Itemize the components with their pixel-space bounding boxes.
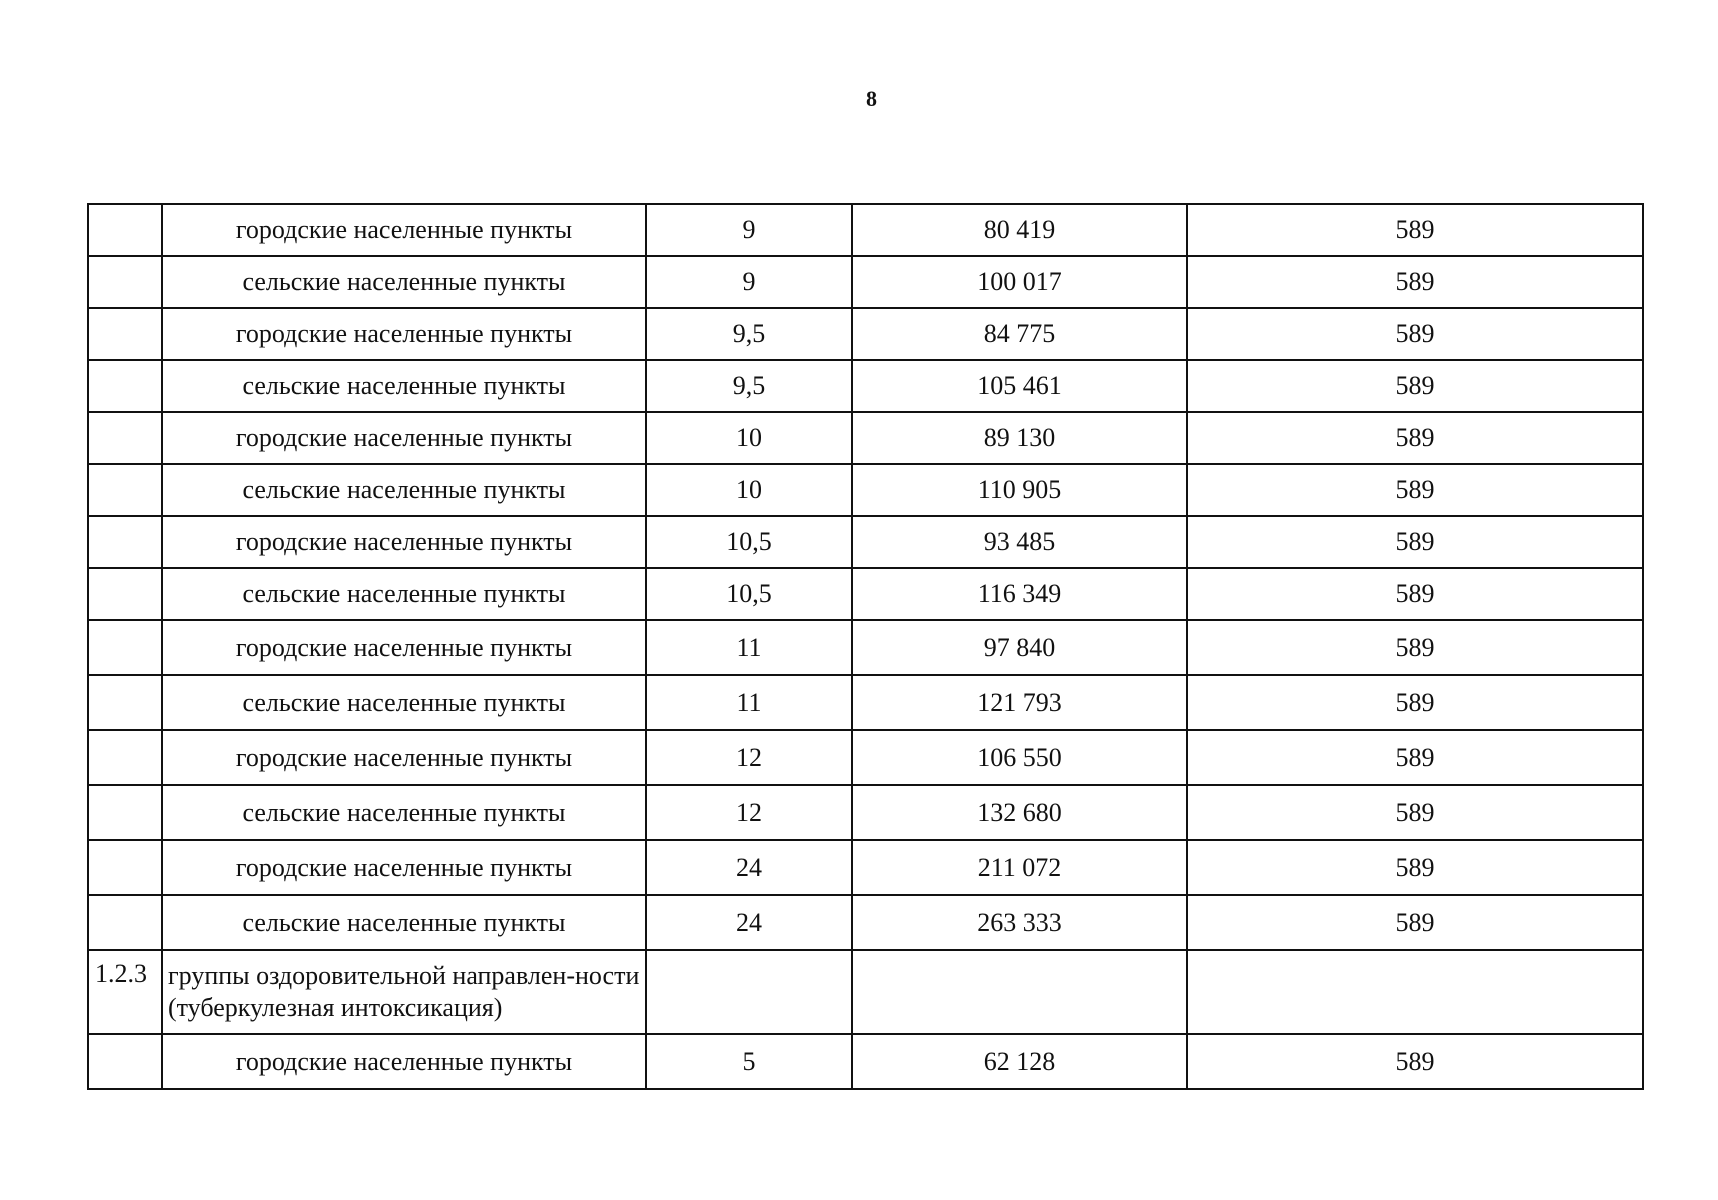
settlement-type-cell: сельские населенные пункты	[162, 464, 646, 516]
settlement-type-cell: городские населенные пункты	[162, 620, 646, 675]
value2-cell: 105 461	[852, 360, 1187, 412]
settlement-type-cell: городские населенные пункты	[162, 1034, 646, 1089]
value1-cell: 11	[646, 675, 852, 730]
section-title-cell: группы оздоровительной направлен-ности (туберкулезная интоксикация)	[162, 950, 646, 1034]
settlement-type-cell: городские населенные пункты	[162, 308, 646, 360]
settlement-type-cell: городские населенные пункты	[162, 516, 646, 568]
value2-cell: 211 072	[852, 840, 1187, 895]
value1-cell: 12	[646, 785, 852, 840]
row-number-cell	[88, 308, 162, 360]
value2-cell: 116 349	[852, 568, 1187, 620]
settlement-type-cell: городские населенные пункты	[162, 730, 646, 785]
value1-cell: 24	[646, 895, 852, 950]
value2-cell: 62 128	[852, 1034, 1187, 1089]
settlement-type-cell: городские населенные пункты	[162, 204, 646, 256]
value1-cell: 5	[646, 1034, 852, 1089]
value2-cell: 263 333	[852, 895, 1187, 950]
row-number-cell	[88, 204, 162, 256]
row-number-cell	[88, 840, 162, 895]
table-row	[88, 675, 1643, 730]
value3-cell: 589	[1187, 568, 1643, 620]
row-number-cell	[88, 360, 162, 412]
value1-cell: 9,5	[646, 308, 852, 360]
value3-cell: 589	[1187, 256, 1643, 308]
settlement-type-cell: сельские населенные пункты	[162, 256, 646, 308]
value1-cell: 24	[646, 840, 852, 895]
value1-cell: 11	[646, 620, 852, 675]
value2-cell	[852, 950, 1187, 1034]
page-number: 8	[866, 86, 877, 111]
value1-cell: 10	[646, 412, 852, 464]
settlement-type-cell: сельские населенные пункты	[162, 895, 646, 950]
value3-cell: 589	[1187, 412, 1643, 464]
value1-cell: 10,5	[646, 568, 852, 620]
value2-cell: 121 793	[852, 675, 1187, 730]
value3-cell: 589	[1187, 464, 1643, 516]
value1-cell	[646, 950, 852, 1034]
settlement-type-cell: городские населенные пункты	[162, 840, 646, 895]
value3-cell	[1187, 950, 1643, 1034]
row-number-cell	[88, 412, 162, 464]
value2-cell: 97 840	[852, 620, 1187, 675]
table-row	[88, 950, 1643, 1034]
value2-cell: 80 419	[852, 204, 1187, 256]
value2-cell: 84 775	[852, 308, 1187, 360]
value3-cell: 589	[1187, 620, 1643, 675]
value1-cell: 10,5	[646, 516, 852, 568]
settlement-type-cell: сельские населенные пункты	[162, 360, 646, 412]
value2-cell: 93 485	[852, 516, 1187, 568]
table-row	[88, 730, 1643, 785]
value2-cell: 89 130	[852, 412, 1187, 464]
table-row	[88, 568, 1643, 620]
value3-cell: 589	[1187, 895, 1643, 950]
table-row	[88, 308, 1643, 360]
table-row	[88, 256, 1643, 308]
row-number-cell	[88, 895, 162, 950]
value3-cell: 589	[1187, 516, 1643, 568]
value2-cell: 110 905	[852, 464, 1187, 516]
value3-cell: 589	[1187, 840, 1643, 895]
value2-cell: 106 550	[852, 730, 1187, 785]
value1-cell: 10	[646, 464, 852, 516]
settlement-type-cell: сельские населенные пункты	[162, 785, 646, 840]
tariff-table	[87, 203, 1644, 1090]
row-number-cell	[88, 620, 162, 675]
table-row	[88, 412, 1643, 464]
row-number-cell	[88, 464, 162, 516]
settlement-type-cell: сельские населенные пункты	[162, 568, 646, 620]
value3-cell: 589	[1187, 308, 1643, 360]
value2-cell: 100 017	[852, 256, 1187, 308]
value3-cell: 589	[1187, 204, 1643, 256]
table-row	[88, 464, 1643, 516]
row-number-cell	[88, 1034, 162, 1089]
value2-cell: 132 680	[852, 785, 1187, 840]
row-number-cell	[88, 675, 162, 730]
value1-cell: 9	[646, 204, 852, 256]
table-row	[88, 360, 1643, 412]
table-row	[88, 204, 1643, 256]
table-row	[88, 840, 1643, 895]
table-row	[88, 895, 1643, 950]
value3-cell: 589	[1187, 785, 1643, 840]
table-row	[88, 620, 1643, 675]
settlement-type-cell: сельские населенные пункты	[162, 675, 646, 730]
table-row	[88, 516, 1643, 568]
value1-cell: 9	[646, 256, 852, 308]
value3-cell: 589	[1187, 730, 1643, 785]
row-number-cell	[88, 568, 162, 620]
value1-cell: 12	[646, 730, 852, 785]
table-row	[88, 785, 1643, 840]
value3-cell: 589	[1187, 1034, 1643, 1089]
row-number-cell	[88, 256, 162, 308]
settlement-type-cell: городские населенные пункты	[162, 412, 646, 464]
value3-cell: 589	[1187, 675, 1643, 730]
value1-cell: 9,5	[646, 360, 852, 412]
row-number-cell	[88, 785, 162, 840]
row-number-cell: 1.2.3	[88, 950, 162, 1034]
table-row	[88, 1034, 1643, 1089]
value3-cell: 589	[1187, 360, 1643, 412]
row-number-cell	[88, 730, 162, 785]
row-number-cell	[88, 516, 162, 568]
